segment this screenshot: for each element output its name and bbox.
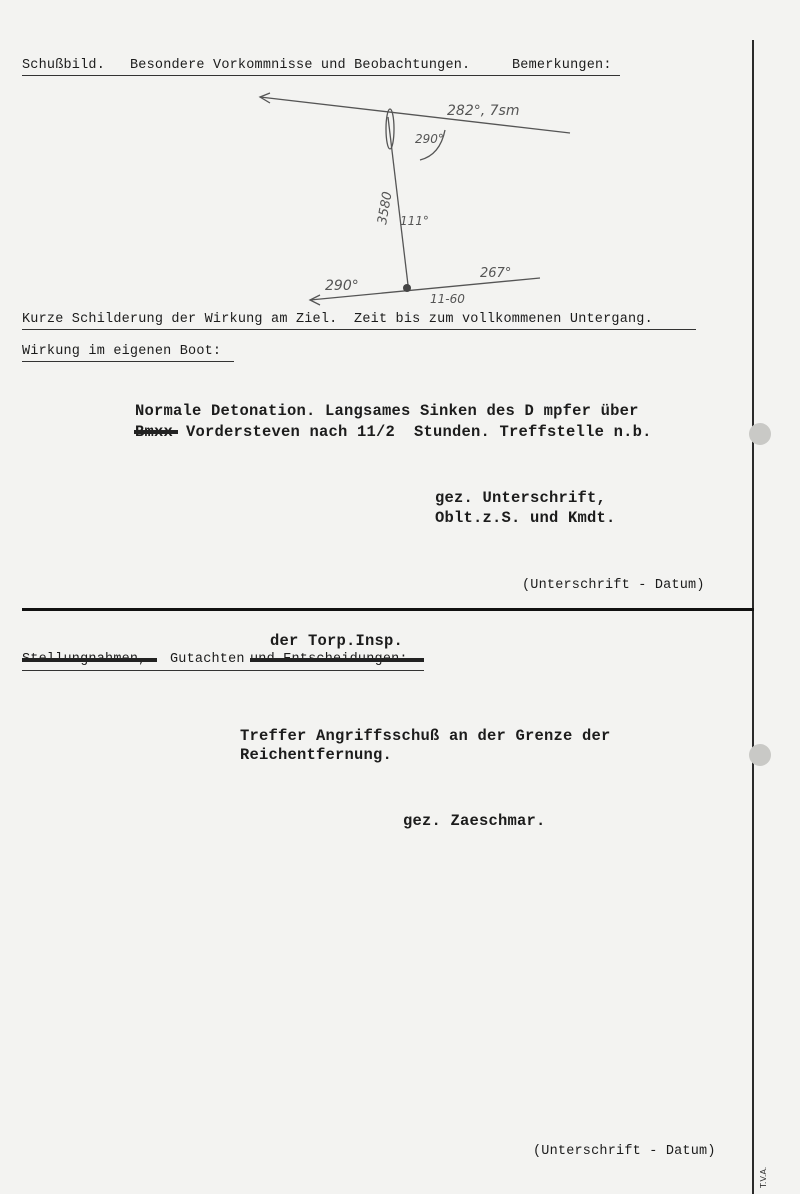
strikeout-stellungnahmen — [22, 658, 157, 662]
subheading-underline — [22, 361, 234, 362]
inspection-line-1: Treffer Angriffsschuß an der Grenze der — [240, 727, 611, 745]
punch-hole-lower — [749, 744, 771, 766]
target-course-line — [260, 97, 570, 133]
sketch-brg-bottom-right: 267° — [480, 266, 512, 281]
report-signature-1: gez. Unterschrift, — [435, 489, 607, 507]
sketch-angle-mid: 111° — [400, 214, 429, 228]
header-bemerkungen: Bemerkungen: — [512, 58, 612, 73]
margin-line — [752, 40, 754, 1194]
sketch-angle-top: 290° — [415, 132, 444, 146]
signature-date-caption-2: (Unterschrift - Datum) — [533, 1144, 716, 1159]
punch-hole-upper — [749, 423, 771, 445]
sketch-brg-bottom-left: 290° — [325, 278, 359, 294]
section-subheading-eigenes-boot: Wirkung im eigenen Boot: — [22, 344, 222, 359]
section-heading-wirkung-ziel: Kurze Schilderung der Wirkung am Ziel. Zeit bis zum vollkommenen Untergang. — [22, 312, 653, 327]
report-line-1: Normale Detonation. Langsames Sinken des D mpfer über — [135, 402, 639, 420]
section3-underline — [22, 670, 424, 671]
margin-mark-text: T.V.A. — [759, 1166, 768, 1188]
typed-insertion-torp-insp: der Torp.Insp. — [270, 632, 404, 650]
report-signature-2: Oblt.z.S. und Kmdt. — [435, 509, 616, 527]
sketch-distance: 3580 — [375, 190, 396, 226]
section-divider — [22, 608, 754, 611]
sketch-time: 11-60 — [430, 292, 465, 306]
header-schussbild: Schußbild. — [22, 58, 106, 73]
strikeout-bar — [134, 430, 178, 434]
strikeout-entscheidungen — [250, 658, 424, 662]
header-underline — [22, 75, 620, 76]
heading-gutachten: Gutachten — [170, 652, 245, 667]
header-vorkommnisse: Besondere Vorkommnisse und Beobachtungen. — [130, 58, 471, 73]
report-line-2: Vordersteven nach 11/2 Stunden. Treffstelle n.b. — [186, 423, 652, 441]
sketch-brg-top: 282°, 7sm — [447, 103, 520, 119]
signature-date-caption-1: (Unterschrift - Datum) — [522, 578, 705, 593]
inspection-line-2: Reichentfernung. — [240, 746, 393, 764]
u-boat-position-mark — [403, 284, 411, 292]
inspection-signature: gez. Zaeschmar. — [403, 812, 546, 830]
firing-sketch — [240, 85, 580, 310]
section-underline — [22, 329, 696, 330]
margin-mark — [756, 1150, 770, 1190]
